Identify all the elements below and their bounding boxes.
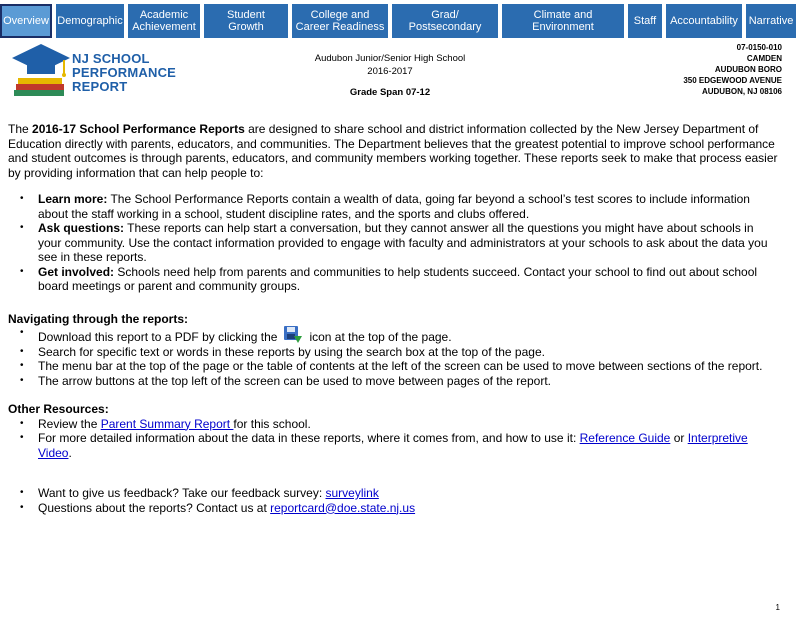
bullet-bold: Ask questions: bbox=[38, 221, 125, 235]
spacer bbox=[8, 460, 778, 486]
save-pdf-icon[interactable] bbox=[283, 326, 303, 342]
list-item bbox=[8, 501, 778, 516]
intro-prefix: The bbox=[8, 122, 33, 136]
bullet-text: The School Performance Reports contain a wealth of data, going far beyond a school’s test scores to include information about the staff working in a school, student discipline rates, and the sports and clubs offered. bbox=[38, 192, 750, 221]
list-item bbox=[8, 192, 778, 221]
school-code: 07-0150-010 bbox=[736, 43, 782, 52]
navigating-title: Navigating through the reports: bbox=[8, 311, 188, 326]
list-item bbox=[8, 417, 778, 432]
county: CAMDEN bbox=[746, 54, 782, 63]
bullet-bold: Learn more: bbox=[38, 192, 108, 206]
feedback-text: Questions about the reports? Contact us at bbox=[38, 500, 271, 515]
tab-demographic[interactable]: Demographic bbox=[56, 4, 124, 38]
tab-academic-achievement[interactable]: Academic Achievement bbox=[128, 4, 200, 38]
resource-text: or bbox=[670, 431, 688, 445]
tab-student-growth[interactable]: Student Growth bbox=[204, 4, 288, 38]
district: AUDUBON BORO bbox=[714, 65, 782, 74]
school-name: Audubon Junior/Senior High School bbox=[314, 53, 466, 64]
city: AUDUBON, NJ 08106 bbox=[701, 87, 782, 96]
nav-item-text: Download this report to a PDF by clicking the bbox=[38, 330, 278, 344]
tab-college-career-readiness[interactable]: College and Career Readiness bbox=[292, 4, 388, 38]
tab-climate-environment[interactable]: Climate and Environment bbox=[502, 4, 624, 38]
tab-staff[interactable]: Staff bbox=[628, 4, 662, 38]
list-item bbox=[8, 221, 778, 265]
intro-bold: 2016-17 School Performance Reports bbox=[32, 122, 245, 136]
resource-text: For more detailed information about the data in these reports, where it comes from, and how to use it: bbox=[38, 431, 580, 445]
bullet-text: Schools need help from parents and communities to help students succeed. Contact your school to find out about school board meetings or parent and community groups. bbox=[38, 264, 758, 293]
resource-text: for this school. bbox=[233, 416, 311, 431]
intro-paragraph bbox=[8, 122, 778, 180]
school-address bbox=[683, 42, 782, 97]
overview-content bbox=[8, 122, 778, 515]
navigating-list bbox=[8, 326, 778, 388]
resource-text: Review the bbox=[38, 416, 101, 431]
school-info bbox=[280, 52, 500, 99]
purpose-list bbox=[8, 192, 778, 294]
logo-text bbox=[72, 52, 176, 94]
nav-item-text: The arrow buttons at the top left of the screen can be used to move between pages of the report. bbox=[38, 373, 551, 388]
street: 350 EDGEWOOD AVENUE bbox=[683, 76, 782, 85]
parent-summary-report-link[interactable]: Parent Summary Report bbox=[100, 416, 234, 431]
intro-text: are designed to share school and district information collected by the New Jersey Department of Education directly with parents, educators, and communities. The Department believes that the greatest potential to improve school performance and student outcomes is through parents, educators, and community members working together. These reports seek to make that process easier by providing information that can help people to: bbox=[8, 122, 778, 180]
list-item bbox=[8, 486, 778, 501]
feedback-list bbox=[8, 486, 778, 515]
survey-link[interactable]: surveylink bbox=[325, 486, 379, 500]
page-number: 1 bbox=[775, 603, 780, 612]
list-item bbox=[8, 326, 778, 345]
section-nav-bar bbox=[0, 4, 800, 38]
school-year: 2016-2017 bbox=[367, 66, 413, 77]
bullet-bold: Get involved: bbox=[38, 264, 115, 279]
reference-guide-link[interactable]: Reference Guide bbox=[579, 431, 671, 445]
list-item bbox=[8, 431, 778, 460]
tab-overview[interactable]: Overview bbox=[0, 4, 52, 38]
tab-accountability[interactable]: Accountability bbox=[666, 4, 742, 38]
nav-item-text: Search for specific text or words in these reports by using the search box at the top of the page. bbox=[38, 344, 545, 359]
list-item bbox=[8, 345, 778, 360]
feedback-text: Want to give us feedback? Take our feedback survey: bbox=[38, 486, 326, 500]
grade-span: Grade Span 07-12 bbox=[349, 87, 431, 98]
list-item bbox=[8, 374, 778, 389]
logo-line-2: PERFORMANCE bbox=[72, 65, 177, 80]
list-item bbox=[8, 265, 778, 294]
tab-grad-postsecondary[interactable]: Grad/ Postsecondary bbox=[392, 4, 498, 38]
contact-email-link[interactable]: reportcard@doe.state.nj.us bbox=[270, 500, 416, 515]
bullet-text: These reports can help start a conversation, but they cannot answer all the questions you might have about schools in your community. Use the contact information provided to engage with faculty and administrators at your schools to ask about the data you see in these reports. bbox=[38, 221, 768, 264]
resource-text: . bbox=[68, 445, 72, 460]
logo-line-3: REPORT bbox=[72, 79, 128, 94]
tab-narrative[interactable]: Narrative bbox=[746, 4, 796, 38]
logo-line-1: NJ SCHOOL bbox=[72, 51, 150, 66]
nav-item-text: The menu bar at the top of the page or the table of contents at the left of the screen can be used to move between sections of the report. bbox=[38, 359, 763, 373]
graduation-cap-books-logo-icon bbox=[10, 42, 72, 102]
resources-list bbox=[8, 417, 778, 461]
interpretive-video-link[interactable]: Interpretive Video bbox=[38, 431, 748, 460]
other-resources-title: Other Resources: bbox=[8, 402, 109, 416]
nav-item-text: icon at the top of the page. bbox=[309, 330, 452, 344]
list-item bbox=[8, 359, 778, 374]
